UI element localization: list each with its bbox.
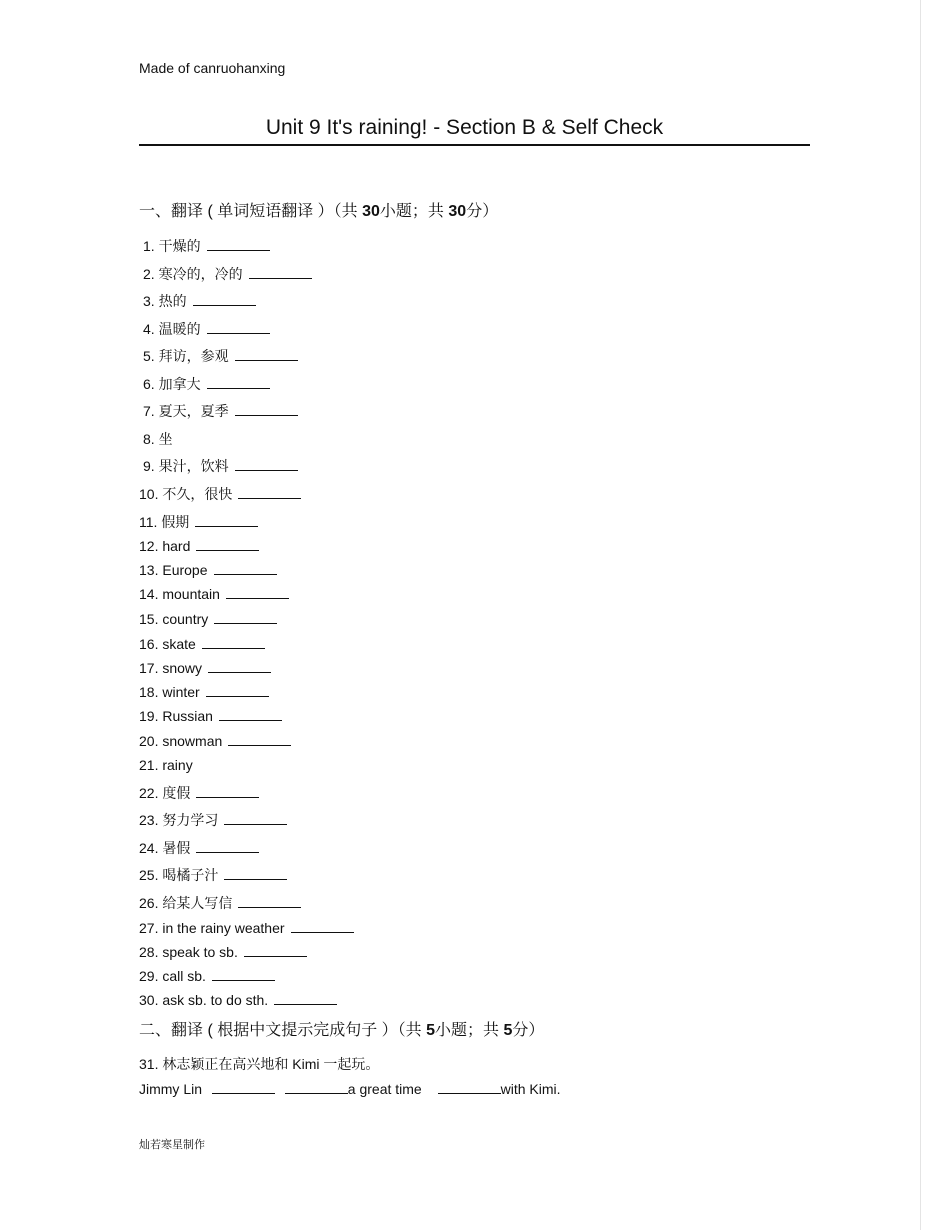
answer-blank[interactable]	[206, 684, 269, 697]
section-1-score: 30	[448, 203, 467, 220]
answer-blank[interactable]	[238, 895, 301, 908]
question-item	[139, 512, 258, 532]
question-text: 4. 温暖的	[143, 321, 201, 337]
answer-blank[interactable]	[214, 611, 277, 624]
question-item	[139, 944, 307, 960]
answer-blank[interactable]	[196, 785, 259, 798]
answer-blank[interactable]	[226, 586, 289, 599]
question-item	[139, 562, 277, 578]
question-text: 19. Russian	[139, 708, 213, 724]
question-text: 17. snowy	[139, 660, 203, 676]
question-item	[139, 920, 354, 936]
question-item	[139, 757, 193, 773]
question-item	[143, 374, 270, 394]
question-text: 10. 不久，很快	[139, 486, 233, 502]
question-text: 28. speak to sb.	[139, 944, 238, 960]
answer-blank[interactable]	[193, 293, 256, 306]
title-underline	[139, 144, 810, 146]
question-item	[139, 968, 275, 984]
question-text: 30. ask sb. to do sth.	[139, 992, 269, 1008]
answer-blank[interactable]	[249, 266, 312, 279]
question-item	[139, 783, 259, 803]
question-text: 8. 坐	[143, 431, 173, 447]
answer-blank[interactable]	[224, 867, 287, 880]
question-item	[139, 838, 259, 858]
question-item	[143, 456, 298, 476]
answer-blank[interactable]	[244, 944, 307, 957]
question-item	[139, 636, 265, 652]
answer-blank[interactable]	[202, 636, 265, 649]
question-text: 25. 喝橘子汁	[139, 867, 219, 883]
answer-blank[interactable]	[196, 840, 259, 853]
section-1-count: 30	[362, 203, 380, 220]
question-item	[139, 538, 259, 554]
section-2-label-b: 小题；共	[435, 1022, 500, 1039]
question-text: 26. 给某人写信	[139, 895, 233, 911]
answer-blank[interactable]	[212, 1081, 275, 1094]
question-text: 3. 热的	[143, 293, 187, 309]
answer-blank[interactable]	[235, 348, 298, 361]
answer-blank[interactable]	[196, 538, 259, 551]
question-item	[139, 586, 289, 602]
question-31-start: Jimmy Lin	[139, 1081, 203, 1097]
question-text: 27. in the rainy weather	[139, 920, 285, 936]
question-item	[143, 319, 270, 339]
question-text: 7. 夏天，夏季	[143, 403, 229, 419]
question-text: 12. hard	[139, 538, 191, 554]
answer-blank[interactable]	[207, 321, 270, 334]
question-text: 9. 果汁，饮料	[143, 458, 229, 474]
question-text: 23. 努力学习	[139, 812, 219, 828]
answer-blank[interactable]	[195, 514, 258, 527]
answer-blank[interactable]	[291, 920, 354, 933]
section-2-label-c: 分）	[512, 1022, 545, 1039]
question-text: 18. winter	[139, 684, 200, 700]
page-header: Made of canruohanxing	[139, 60, 286, 76]
answer-blank[interactable]	[238, 486, 301, 499]
answer-blank[interactable]	[235, 403, 298, 416]
question-item	[143, 291, 256, 311]
question-text: 5. 拜访，参观	[143, 348, 229, 364]
question-text: 16. skate	[139, 636, 196, 652]
answer-blank[interactable]	[207, 238, 270, 251]
question-item	[143, 236, 270, 256]
question-item	[143, 429, 173, 449]
question-item	[139, 733, 291, 749]
answer-blank[interactable]	[438, 1081, 501, 1094]
question-text: 13. Europe	[139, 562, 208, 578]
question-item	[139, 865, 287, 885]
section-2-count: 5	[426, 1022, 436, 1039]
answer-blank[interactable]	[214, 562, 277, 575]
answer-blank[interactable]	[224, 812, 287, 825]
question-item	[139, 810, 287, 830]
question-item	[139, 684, 269, 700]
answer-blank[interactable]	[285, 1081, 348, 1094]
question-text: 6. 加拿大	[143, 376, 201, 392]
question-text: 20. snowman	[139, 733, 223, 749]
answer-blank[interactable]	[207, 376, 270, 389]
answer-blank[interactable]	[219, 708, 282, 721]
question-text: 2. 寒冷的，冷的	[143, 266, 243, 282]
question-text: 14. mountain	[139, 586, 220, 602]
section-2-score: 5	[503, 1022, 513, 1039]
page-edge	[920, 0, 921, 1230]
answer-blank[interactable]	[212, 968, 275, 981]
question-text: 11. 假期	[139, 514, 190, 530]
question-31-prompt: 31. 林志颖正在高兴地和 Kimi 一起玩。	[139, 1056, 380, 1072]
question-text: 15. country	[139, 611, 209, 627]
answer-blank[interactable]	[228, 733, 291, 746]
page-footer: 灿若寒星制作	[139, 1139, 205, 1151]
question-item	[139, 484, 301, 504]
section-1-label-c: 分）	[466, 203, 499, 220]
section-2-heading	[139, 1017, 544, 1040]
worksheet-title: Unit 9 It's raining! - Section B & Self Check	[265, 116, 664, 139]
section-1-heading	[139, 198, 498, 221]
question-text: 21. rainy	[139, 757, 193, 773]
question-31-end: with Kimi.	[500, 1081, 561, 1097]
question-item	[143, 346, 298, 366]
section-1-label: 一、翻译 ( 单词短语翻译 ）（共	[139, 203, 358, 220]
question-31-answer-line	[139, 1081, 561, 1097]
question-text: 22. 度假	[139, 785, 191, 801]
answer-blank[interactable]	[274, 992, 337, 1005]
question-item	[139, 992, 337, 1008]
section-1-label-b: 小题；共	[379, 203, 444, 220]
question-item	[139, 611, 277, 627]
question-item	[143, 401, 298, 421]
question-31-middle: a great time	[347, 1081, 422, 1097]
question-text: 29. call sb.	[139, 968, 206, 984]
question-item	[139, 708, 282, 724]
question-text: 1. 干燥的	[143, 238, 201, 254]
question-item	[143, 264, 312, 284]
answer-blank[interactable]	[235, 458, 298, 471]
question-item	[139, 893, 301, 913]
question-text: 24. 暑假	[139, 840, 191, 856]
question-item	[139, 660, 271, 676]
answer-blank[interactable]	[208, 660, 271, 673]
section-2-label: 二、翻译 ( 根据中文提示完成句子 ）（共	[139, 1022, 422, 1039]
